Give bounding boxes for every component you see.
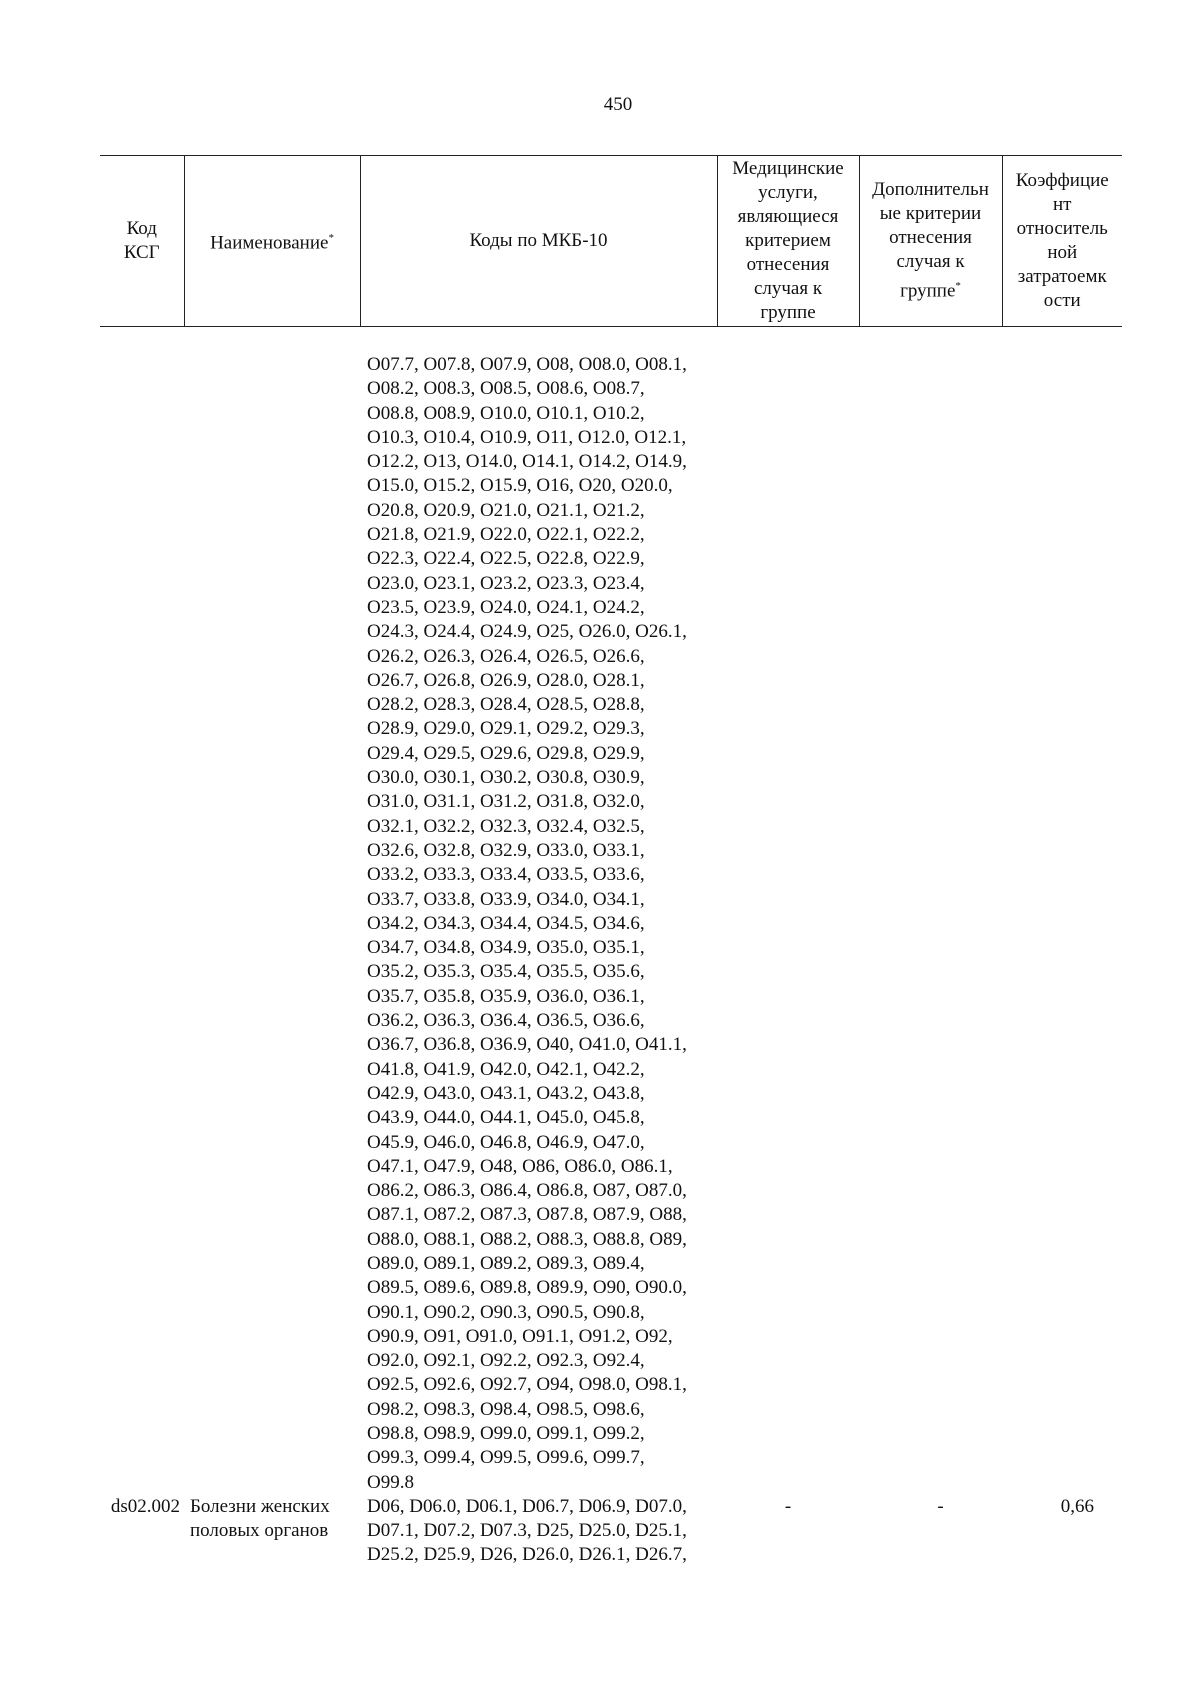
icd-code-line: O28.9, O29.0, O29.1, O29.2, O29.3, xyxy=(367,718,645,740)
ksg-name: Болезни женских половых органов xyxy=(190,1495,330,1541)
ksg-code: ds02.002 xyxy=(110,1495,180,1517)
header-services: Медицинские услуги, являющиеся критерием отнесения случая к группе xyxy=(717,156,859,327)
table-row xyxy=(100,1495,1122,1567)
icd-code-line: O99.8 xyxy=(367,1471,414,1493)
icd-code-line: O99.3, O99.4, O99.5, O99.6, O99.7, xyxy=(367,1447,645,1469)
icd-code-line: O08.2, O08.3, O08.5, O08.6, O08.7, xyxy=(367,378,645,400)
icd-code-line: O32.1, O32.2, O32.3, O32.4, O32.5, xyxy=(367,815,645,837)
ksg-services: - xyxy=(784,1495,792,1517)
icd-code-line: O88.0, O88.1, O88.2, O88.3, O88.8, O89, xyxy=(367,1228,687,1250)
header-name: Наименование* xyxy=(184,156,360,327)
icd-code-line: O20.8, O20.9, O21.0, O21.1, O21.2, xyxy=(367,499,645,521)
icd-code-line: O12.2, O13, O14.0, O14.1, O14.2, O14.9, xyxy=(367,451,687,473)
icd-code-line: O22.3, O22.4, O22.5, O22.8, O22.9, xyxy=(367,548,645,570)
icd-code-line: O35.2, O35.3, O35.4, O35.5, O35.6, xyxy=(367,961,645,983)
icd-code-line: O26.2, O26.3, O26.4, O26.5, O26.6, xyxy=(367,645,645,667)
icd-code-line: O34.7, O34.8, O34.9, O35.0, O35.1, xyxy=(367,937,645,959)
icd-code-line: O90.9, O91, O91.0, O91.1, O91.2, O92, xyxy=(367,1325,673,1347)
page-number: 450 xyxy=(603,94,633,115)
icd-code-line: O15.0, O15.2, O15.9, O16, O20, O20.0, xyxy=(367,475,673,497)
icd-code-line: O33.2, O33.3, O33.4, O33.5, O33.6, xyxy=(367,864,645,886)
table-header-row xyxy=(100,156,1122,327)
icd-code-line: O34.2, O34.3, O34.4, O34.5, O34.6, xyxy=(367,912,645,934)
continued-icd-codes xyxy=(360,353,717,1495)
icd-code-line: O31.0, O31.1, O31.2, O31.8, O32.0, xyxy=(367,791,645,813)
ksg-extra-criteria: - xyxy=(937,1495,944,1517)
icd-code-line: O92.0, O92.1, O92.2, O92.3, O92.4, xyxy=(367,1350,645,1372)
icd-code-line: O45.9, O46.0, O46.8, O46.9, O47.0, xyxy=(367,1131,645,1153)
icd-code-line: O23.5, O23.9, O24.0, O24.1, O24.2, xyxy=(367,596,645,618)
icd-code-line: O24.3, O24.4, O24.9, O25, O26.0, O26.1, xyxy=(367,621,687,643)
header-extra-footnote-mark: * xyxy=(955,280,961,293)
icd-code-line: O43.9, O44.0, O44.1, O45.0, O45.8, xyxy=(367,1107,645,1129)
icd-code-line: O29.4, O29.5, O29.6, O29.8, O29.9, xyxy=(367,742,645,764)
ksg-table xyxy=(100,155,1122,1567)
icd-code-line: O86.2, O86.3, O86.4, O86.8, O87, O87.0, xyxy=(367,1180,687,1202)
header-icd-codes: Коды по МКБ-10 xyxy=(360,156,717,327)
icd-code-line: O36.2, O36.3, O36.4, O36.5, O36.6, xyxy=(367,1010,645,1032)
icd-code-line: O23.0, O23.1, O23.2, O23.3, O23.4, xyxy=(367,572,645,594)
header-coefficient: Коэффицие нт относитель ной затратоемк ости xyxy=(1002,156,1122,327)
icd-code-line: O08.8, O08.9, O10.0, O10.1, O10.2, xyxy=(367,402,645,424)
icd-code-line: O90.1, O90.2, O90.3, O90.5, O90.8, xyxy=(367,1301,645,1323)
icd-code-line: O87.1, O87.2, O87.3, O87.8, O87.9, O88, xyxy=(367,1204,687,1226)
icd-code-line: O35.7, O35.8, O35.9, O36.0, O36.1, xyxy=(367,985,645,1007)
icd-code-line: O10.3, O10.4, O10.9, O11, O12.0, O12.1, xyxy=(367,426,687,448)
icd-code-line: O41.8, O41.9, O42.0, O42.1, O42.2, xyxy=(367,1058,645,1080)
icd-code-line: O89.5, O89.6, O89.8, O89.9, O90, O90.0, xyxy=(367,1277,687,1299)
header-extra-criteria: Дополнительн ые критерии отнесения случая к группе* xyxy=(859,156,1002,327)
icd-code-line: O28.2, O28.3, O28.4, O28.5, O28.8, xyxy=(367,694,645,716)
header-code: Код КСГ xyxy=(100,156,184,327)
icd-code-line: O30.0, O30.1, O30.2, O30.8, O30.9, xyxy=(367,767,645,789)
icd-code-line: O32.6, O32.8, O32.9, O33.0, O33.1, xyxy=(367,839,645,861)
icd-code-line: O07.7, O07.8, O07.9, O08, O08.0, O08.1, xyxy=(367,354,687,375)
table-row-continued xyxy=(100,353,1122,1495)
icd-code-line: O36.7, O36.8, O36.9, O40, O41.0, O41.1, xyxy=(367,1034,687,1056)
ksg-icd-codes: D06, D06.0, D06.1, D06.7, D06.9, D07.0, D07.1, D07.2, D07.3, D25, D25.0, D25.1, D25.2, D25.9, D26, D26.0, D26.1, D26.7, xyxy=(367,1495,687,1565)
icd-code-line: O89.0, O89.1, O89.2, O89.3, O89.4, xyxy=(367,1252,645,1274)
icd-code-line: O33.7, O33.8, O33.9, O34.0, O34.1, xyxy=(367,888,645,910)
icd-code-line: O42.9, O43.0, O43.1, O43.2, O43.8, xyxy=(367,1082,645,1104)
icd-code-line: O98.8, O98.9, O99.0, O99.1, O99.2, xyxy=(367,1423,645,1445)
icd-code-line: O98.2, O98.3, O98.4, O98.5, O98.6, xyxy=(367,1398,645,1420)
icd-code-line: O26.7, O26.8, O26.9, O28.0, O28.1, xyxy=(367,669,645,691)
icd-code-line: O92.5, O92.6, O92.7, O94, O98.0, O98.1, xyxy=(367,1374,687,1396)
icd-code-line: O21.8, O21.9, O22.0, O22.1, O22.2, xyxy=(367,524,645,546)
header-name-footnote-mark: * xyxy=(328,232,334,245)
ksg-coefficient: 0,66 xyxy=(1060,1495,1094,1517)
icd-code-line: O47.1, O47.9, O48, O86, O86.0, O86.1, xyxy=(367,1155,673,1177)
